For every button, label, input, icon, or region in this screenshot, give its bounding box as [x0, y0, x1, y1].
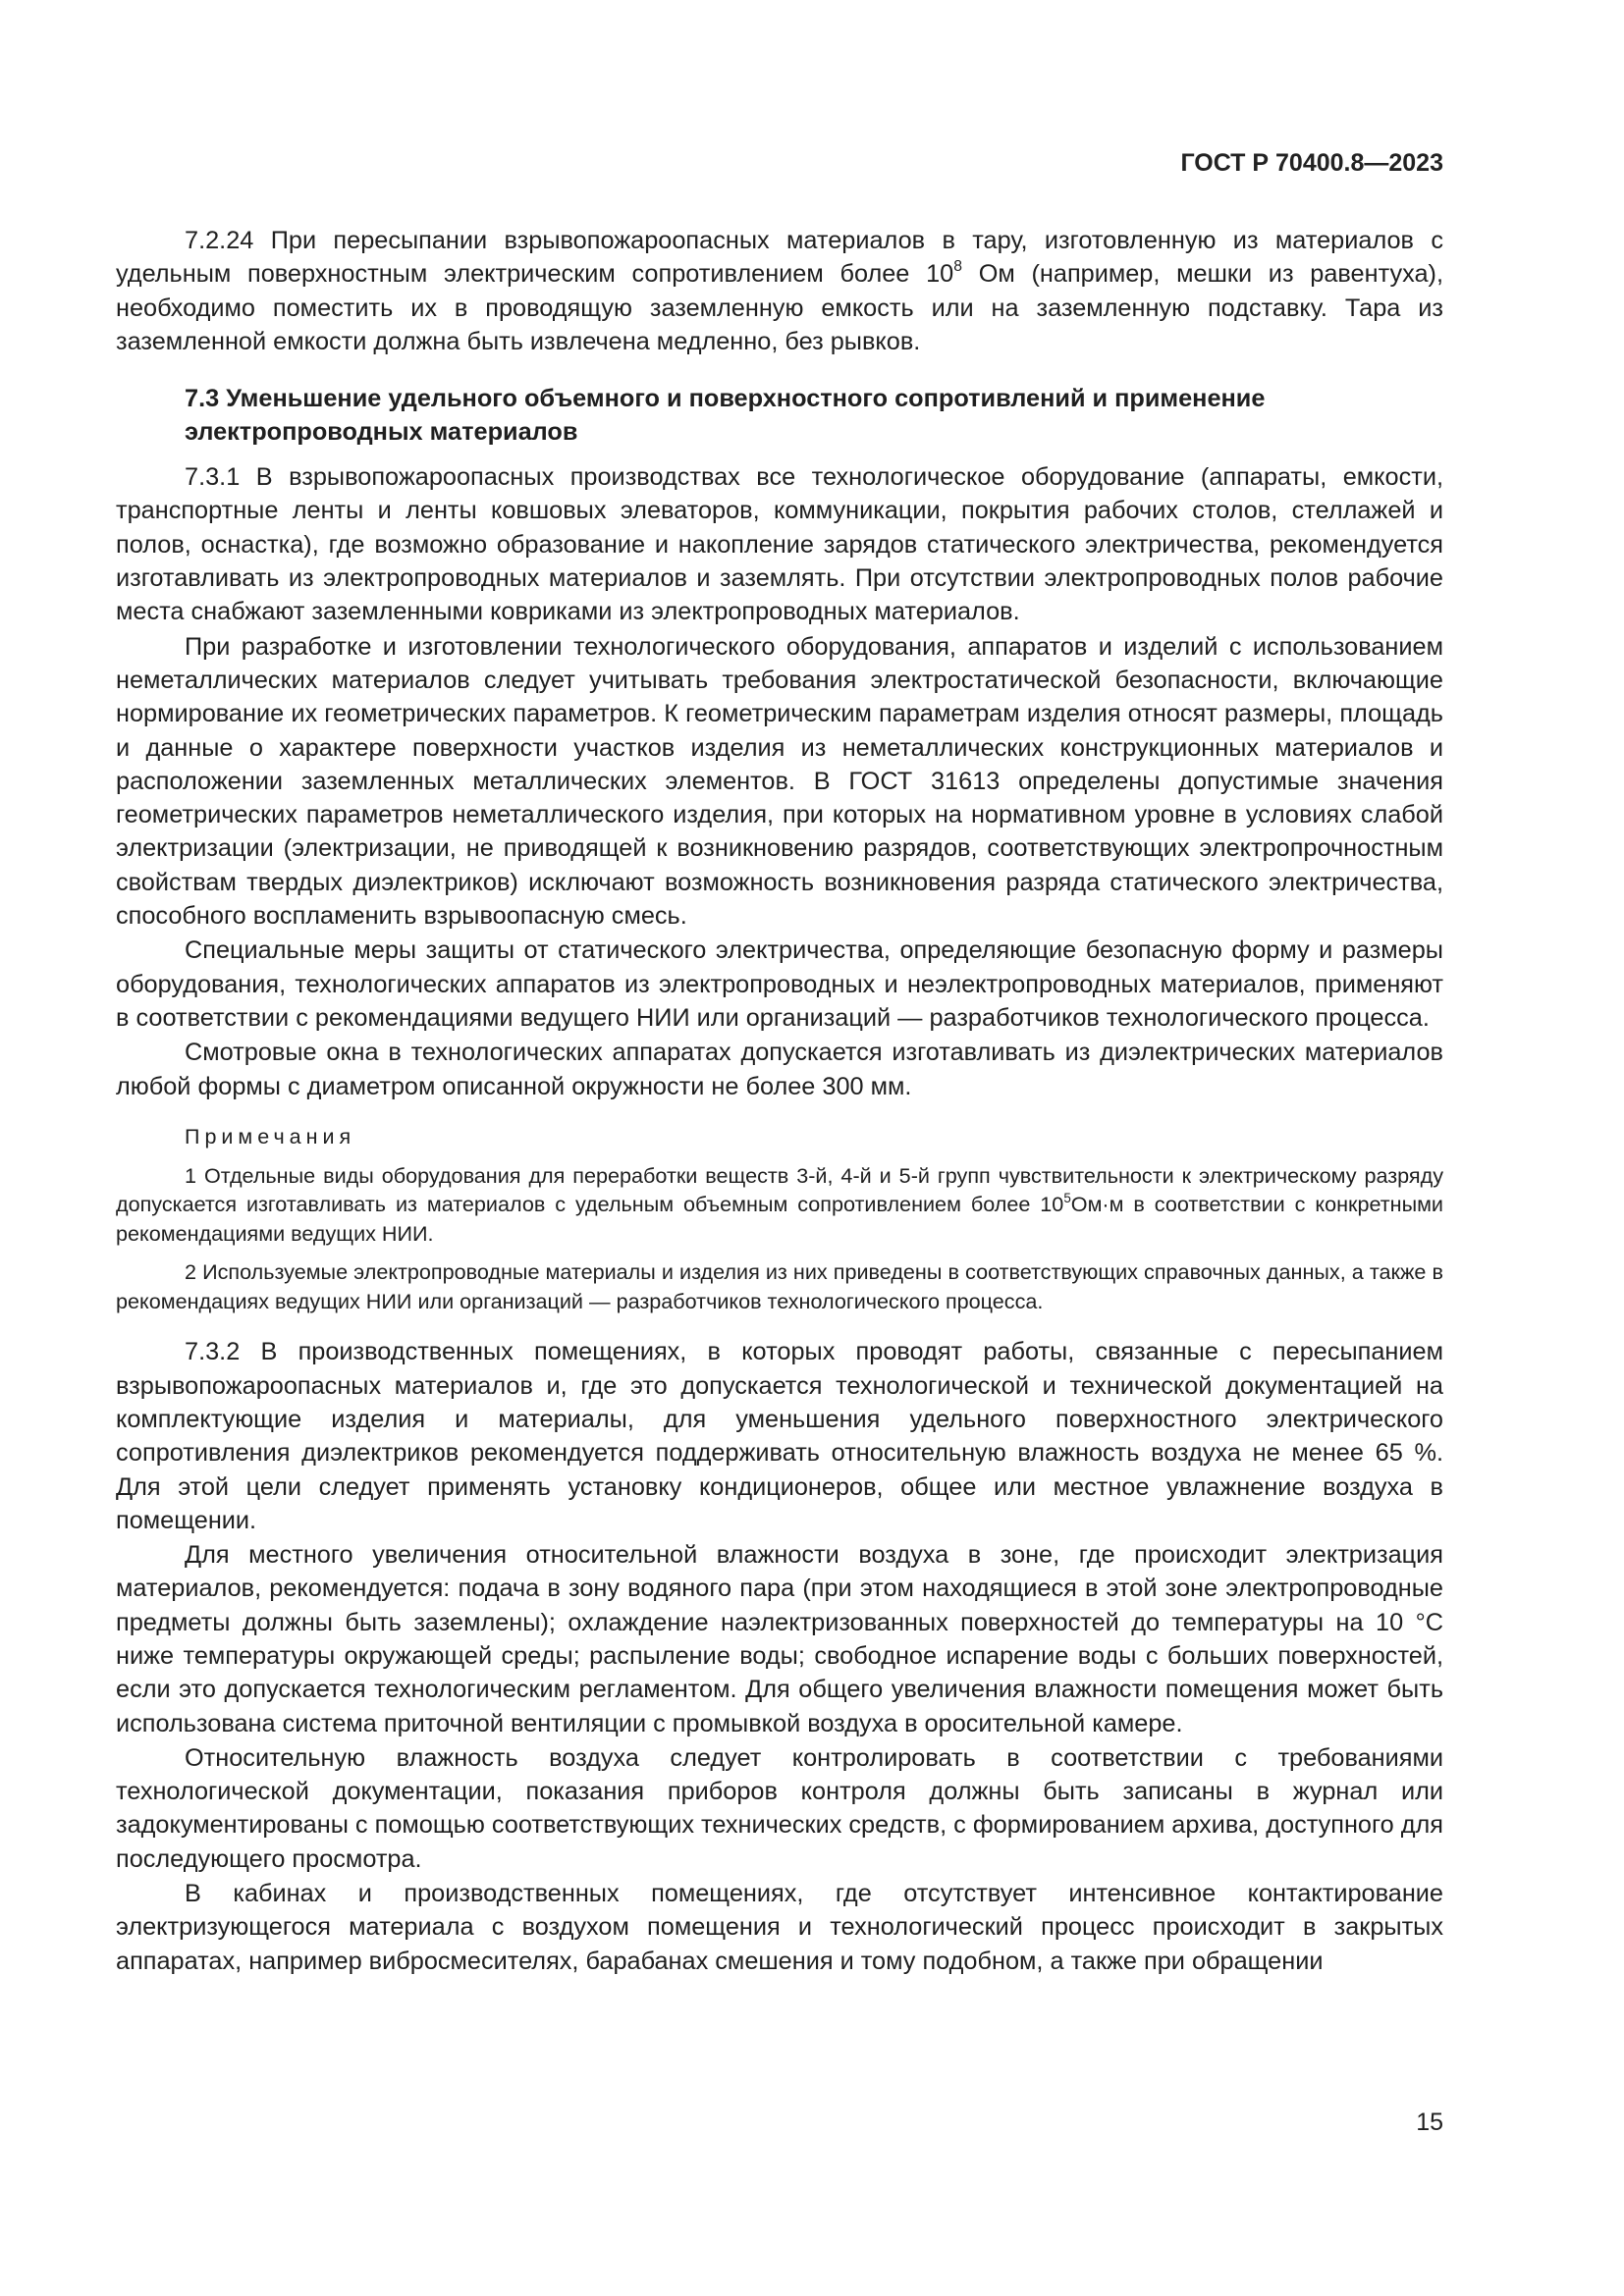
paragraph: Относительную влажность воздуха следует контролировать в соответствии с требованиями технологической документации, показания приборов контроля должны быть записаны в журнал или задокументированы с помощью соответствующих технических средств, с формированием архива, доступного для последующего просмотра.	[116, 1743, 1443, 1873]
note-2: 2 Используемые электропроводные материалы и изделия из них приведены в соответствующих справочных данных, а также в рекомендациях ведущих НИИ или организаций — разработчиков технологического процесса.	[116, 1259, 1443, 1313]
paragraph: Для местного увеличения относительной влажности воздуха в зоне, где происходит электризация материалов, рекомендуется: подача в зону водяного пара (при этом находящиеся в этой зоне электропроводные предметы должны быть заземлены); охлаждение наэлектризованных поверхностей до температуры на 10 °С ниже температуры окружающей среды; распыление воды; свободное испарение воды с больших поверхностей, если это допускается технологическим регламентом. Для общего увеличения влажности помещения может быть использована система приточной вентиляции с промывкой воздуха в оросительной камере.	[116, 1541, 1443, 1737]
paragraph-7-3-1: 7.3.1 В взрывопожароопасных производствах все технологическое оборудование (аппараты, емкости, транспортные ленты и ленты ковшовых элеваторов, коммуникации, покрытия рабочих столов, стеллажей и полов, оснастка), где возможно образование и накопление зарядов статического электричества, рекомендуется изготавливать из электропроводных материалов и заземлять. При отсутствии электропроводных полов рабочие места снабжают заземленными ковриками из электропроводных материалов.	[116, 463, 1443, 626]
paragraph-7-2-24: 7.2.24 При пересыпании взрывопожароопасных материалов в тару, изготовленную из материалов с удельным поверхностным электрическим сопротивлением более $10^8$ Ом (например, мешки из равентуха), необходимо поместить их в проводящую заземленную емкость или на заземленную подставку. Тара из заземленной емкости должна быть извлечена медленно, без рывков.	[116, 227, 1443, 355]
paragraph-7-3-2: 7.3.2 В производственных помещениях, в которых проводят работы, связанные с пересыпанием взрывопожароопасных материалов и, где это допускается технологической и технической документацией на комплектующие изделия и материалы, для уменьшения удельного поверхностного электрического сопротивления диэлектриков рекомендуется поддерживать относительную влажность воздуха не менее 65 %. Для этой цели следует применять установку кондиционеров, общее или местное увлажнение воздуха в помещении.	[116, 1338, 1443, 1534]
section-title-7-3: 7.3 Уменьшение удельного объемного и поверхностного сопротивлений и применение электропроводных материалов	[185, 385, 1266, 447]
document-page	[116, 0, 1443, 2296]
page-number: 15	[1416, 2109, 1443, 2136]
superscript: 8	[953, 258, 962, 275]
superscript: 5	[1063, 1190, 1071, 1205]
standard-header: ГОСТ Р 70400.8—2023	[1180, 149, 1443, 177]
paragraph: Смотровые окна в технологических аппаратах допускается изготавливать из диэлектрических материалов любой формы с диаметром описанной окружности не более 300 мм.	[116, 1039, 1443, 1100]
paragraph: В кабинах и производственных помещениях, где отсутствует интенсивное контактирование электризующегося материала с воздухом помещения и технологический процесс происходит в закрытых аппаратах, например вибросмесителях, барабанах смешения и тому подобном, а также при обращении	[116, 1880, 1443, 1975]
paragraph: При разработке и изготовлении технологического оборудования, аппаратов и изделий с использованием неметаллических материалов следует учитывать требования электростатической безопасности, включающие нормирование их геометрических параметров. К геометрическим параметрам изделия относят размеры, площадь и данные о характере поверхности участков изделия из неметаллических конструкционных материалов и расположении заземленных металлических элементов. В ГОСТ 31613 определены допустимые значения геометрических параметров неметаллического изделия, при которых на нормативном уровне в условиях слабой электризации (электризации, не приводящей к возникновению разрядов, соответствующих электропрочностным свойствам твердых диэлектриков) исключают возможность возникновения разряда статического электричества, способного воспламенить взрывоопасную смесь.	[116, 632, 1443, 931]
paragraph: Специальные меры защиты от статического электричества, определяющие безопасную форму и размеры оборудования, технологических аппаратов из электропроводных и неэлектропроводных материалов, применяют в соответствии с рекомендациями ведущего НИИ или организаций — разработчиков технологического процесса.	[116, 936, 1443, 1032]
document-body	[116, 224, 1443, 1979]
notes-heading: Примечания	[185, 1124, 356, 1148]
note-1: 1 Отдельные виды оборудования для переработки веществ 3-й, 4-й и 5-й групп чувствительности к электрическому разряду допускается изготавливать из материалов с удельным объемным сопротивлением более $10^5Ом\cdot м$ в соответствии с конкретными рекомендациями ведущих НИИ.	[116, 1162, 1443, 1246]
